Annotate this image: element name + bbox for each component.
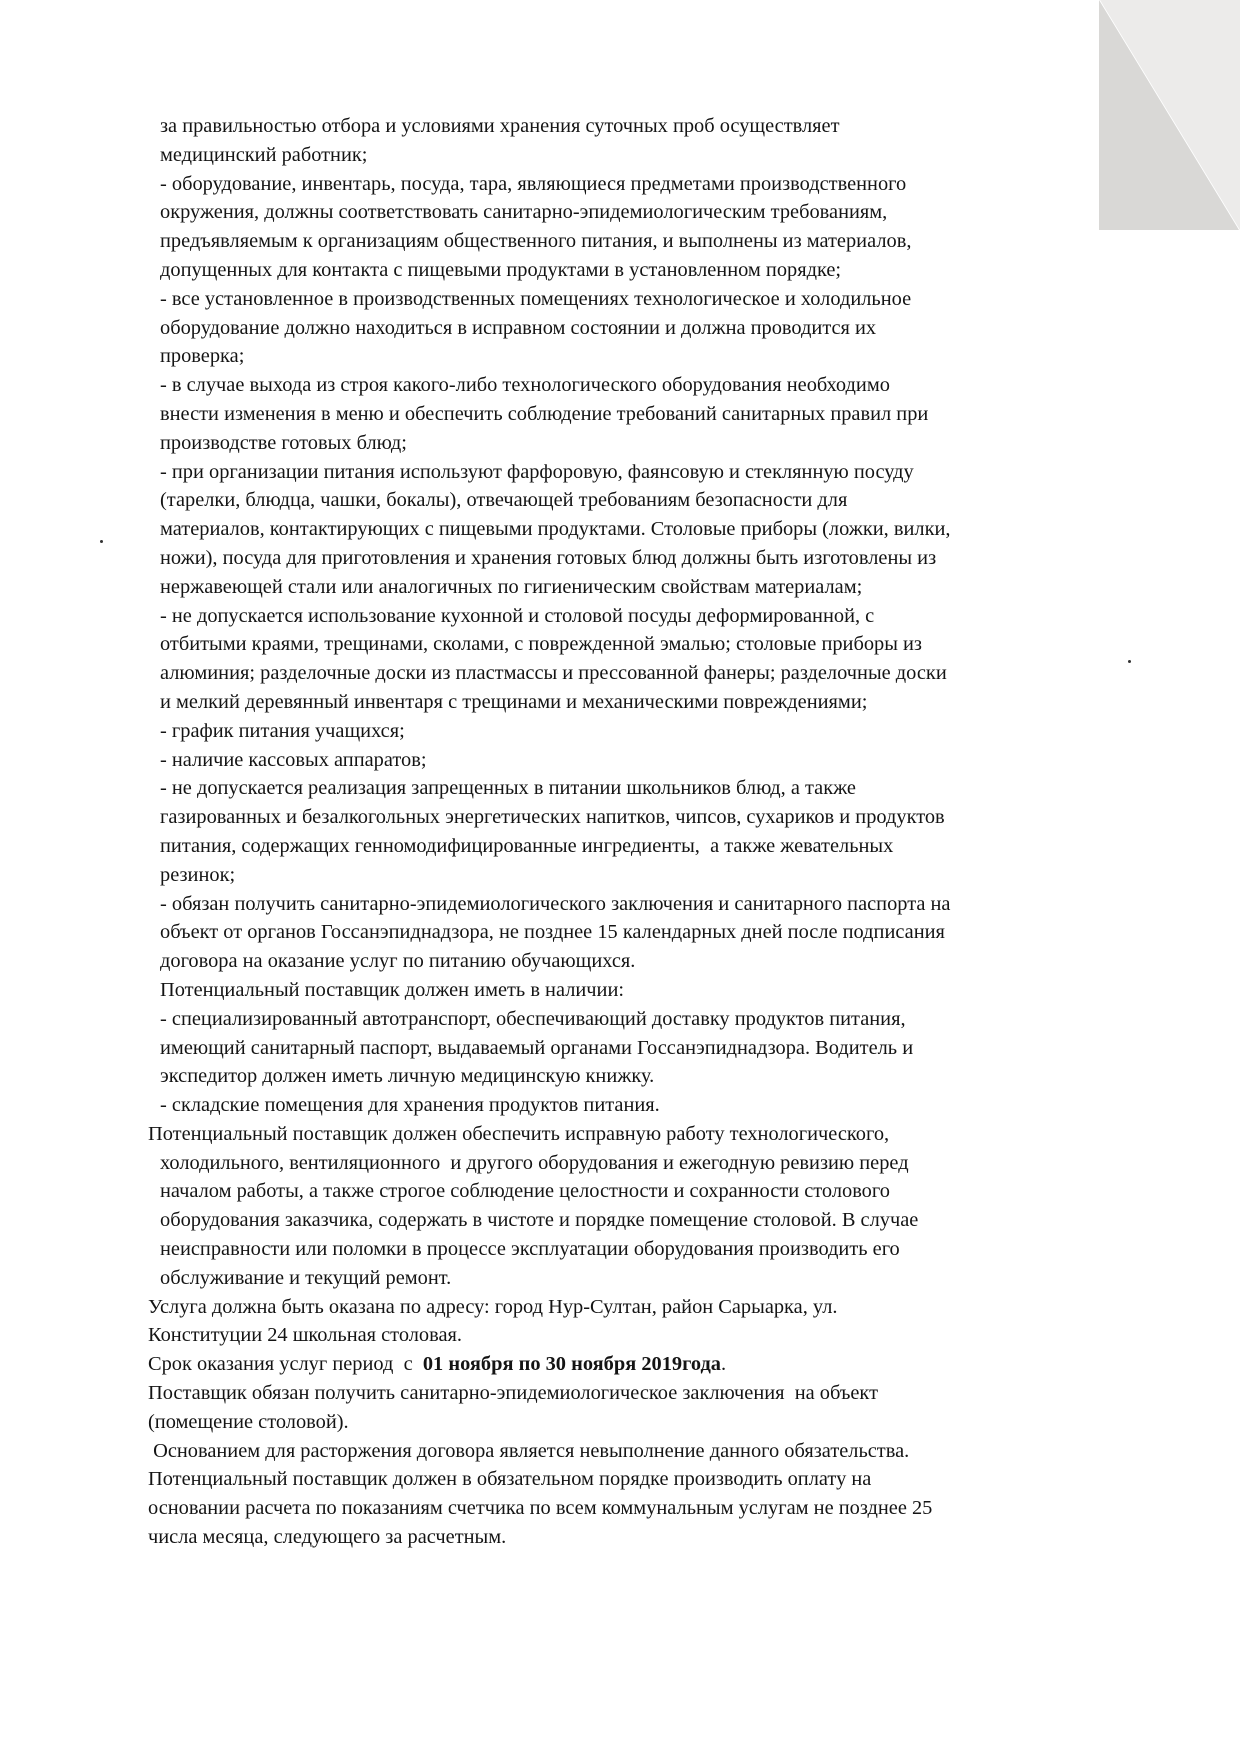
line-text: - график питания учащихся;	[160, 719, 405, 742]
line-text: объект от органов Госсанэпиднадзора, не позднее 15 календарных дней после подписания	[160, 921, 945, 944]
line-text: газированных и безалкогольных энергетических напитков, чипсов, сухариков и продуктов	[160, 806, 945, 829]
line-text: Срок оказания услуг период с	[148, 1353, 423, 1376]
line-text: Потенциальный поставщик должен обеспечить исправную работу технологического,	[148, 1122, 890, 1145]
line-text: оборудования заказчика, содержать в чистоте и порядке помещение столовой. В случае	[160, 1209, 919, 1232]
document-line	[148, 1293, 1138, 1322]
document-line	[148, 1437, 1138, 1466]
document-line	[148, 1235, 1138, 1264]
line-text: медицинский работник;	[160, 143, 368, 166]
document-line	[148, 1034, 1138, 1063]
document-line	[148, 717, 1138, 746]
document-line	[148, 918, 1138, 947]
document-line	[148, 141, 1138, 170]
line-text: (тарелки, блюдца, чашки, бокалы), отвечающей требованиям безопасности для	[160, 489, 848, 512]
line-text: и мелкий деревянный инвентаря с трещинами и механическими повреждениями;	[160, 690, 868, 713]
line-text: алюминия; разделочные доски из пластмассы и прессованной фанеры; разделочные доски	[160, 662, 947, 685]
line-text: окружения, должны соответствовать санитарно-эпидемиологическим требованиям,	[160, 201, 888, 224]
document-line	[148, 285, 1138, 314]
line-text: - оборудование, инвентарь, посуда, тара, являющиеся предметами производственного	[160, 172, 907, 195]
line-text: - при организации питания используют фарфоровую, фаянсовую и стеклянную посуду	[160, 460, 914, 483]
line-text: внести изменения в меню и обеспечить соблюдение требований санитарных правил при	[160, 402, 929, 425]
scan-speck	[100, 540, 103, 543]
document-line	[148, 544, 1138, 573]
line-text: - складские помещения для хранения продуктов питания.	[160, 1094, 660, 1117]
document-line	[148, 1149, 1138, 1178]
line-text: Потенциальный поставщик должен иметь в наличии:	[160, 978, 625, 1001]
document-line	[148, 1206, 1138, 1235]
document-line	[148, 1091, 1138, 1120]
document-line	[148, 659, 1138, 688]
document-line	[148, 486, 1138, 515]
document-line	[148, 573, 1138, 602]
document-line	[148, 458, 1138, 487]
line-text: Поставщик обязан получить санитарно-эпидемиологическое заключения на объект	[148, 1382, 878, 1405]
document-line	[148, 746, 1138, 775]
document-line	[148, 861, 1138, 890]
document-line	[148, 890, 1138, 919]
line-text: основании расчета по показаниям счетчика по всем коммунальным услугам не позднее 25	[148, 1497, 933, 1520]
document-line	[148, 1494, 1138, 1523]
line-text: - все установленное в производственных помещениях технологическое и холодильное	[160, 287, 912, 310]
document-line	[148, 630, 1138, 659]
line-text: (помещение столовой).	[148, 1410, 349, 1433]
line-text: нержавеющей стали или аналогичных по гигиеническим свойствам материалам;	[160, 575, 863, 598]
line-text: неисправности или поломки в процессе эксплуатации оборудования производить его	[160, 1238, 900, 1261]
document-line	[148, 1321, 1138, 1350]
line-text: - обязан получить санитарно-эпидемиологического заключения и санитарного паспорта на	[160, 892, 951, 915]
document-line	[148, 515, 1138, 544]
line-text: Услуга должна быть оказана по адресу: город Нур-Султан, район Сарыарка, ул.	[148, 1295, 838, 1318]
line-text: производстве готовых блюд;	[160, 431, 407, 454]
document-line	[148, 1005, 1138, 1034]
document-line	[148, 1120, 1138, 1149]
document-line	[148, 1350, 1138, 1379]
line-text: оборудование должно находиться в исправном состоянии и должна проводится их	[160, 316, 877, 339]
line-text: допущенных для контакта с пищевыми продуктами в установленном порядке;	[160, 258, 842, 281]
document-line	[148, 1408, 1138, 1437]
document-line	[148, 1177, 1138, 1206]
line-text: - специализированный автотранспорт, обеспечивающий доставку продуктов питания,	[160, 1007, 906, 1030]
line-text: проверка;	[160, 345, 245, 368]
line-text: ножи), посуда для приготовления и хранения готовых блюд должны быть изготовлены из	[160, 546, 937, 569]
document-body	[148, 112, 1138, 1552]
document-line	[148, 371, 1138, 400]
document-line	[148, 314, 1138, 343]
document-line	[148, 342, 1138, 371]
line-text: Основанием для расторжения договора является невыполнение данного обязательства.	[148, 1439, 910, 1462]
document-line	[148, 976, 1138, 1005]
document-line	[148, 1465, 1138, 1494]
document-line	[148, 832, 1138, 861]
document-line	[148, 112, 1138, 141]
document-line	[148, 198, 1138, 227]
line-text: - не допускается реализация запрещенных в питании школьников блюд, а также	[160, 777, 856, 800]
line-text: - наличие кассовых аппаратов;	[160, 748, 427, 771]
line-text: питания, содержащих генномодифицированные ингредиенты, а также жевательных	[160, 834, 894, 857]
line-text: началом работы, а также строгое соблюдение целостности и сохранности столового	[160, 1180, 890, 1203]
line-text: материалов, контактирующих с пищевыми продуктами. Столовые приборы (ложки, вилки,	[160, 518, 951, 541]
document-line	[148, 947, 1138, 976]
line-text: за правильностью отбора и условиями хранения суточных проб осуществляет	[160, 115, 840, 137]
document-line	[148, 1379, 1138, 1408]
line-tail: .	[721, 1353, 727, 1376]
line-text: числа месяца, следующего за расчетным.	[148, 1526, 507, 1549]
line-text: имеющий санитарный паспорт, выдаваемый органами Госсанэпиднадзора. Водитель и	[160, 1036, 914, 1059]
line-text: экспедитор должен иметь личную медицинскую книжку.	[160, 1065, 655, 1088]
document-line	[148, 1523, 1138, 1552]
line-text: договора на оказание услуг по питанию обучающихся.	[160, 950, 636, 973]
document-line	[148, 602, 1138, 631]
document-line	[148, 429, 1138, 458]
service-period-dates: 01 ноября по 30 ноября 2019года	[422, 1353, 722, 1376]
line-text: - в случае выхода из строя какого-либо технологического оборудования необходимо	[160, 374, 890, 397]
document-line	[148, 688, 1138, 717]
document-line	[148, 400, 1138, 429]
line-text: - не допускается использование кухонной и столовой посуды деформированной, с	[160, 604, 875, 627]
line-text: резинок;	[160, 863, 236, 886]
document-line	[148, 774, 1138, 803]
document-line	[148, 803, 1138, 832]
line-text: предъявляемым к организациям общественного питания, и выполнены из материалов,	[160, 230, 912, 253]
document-line	[148, 256, 1138, 285]
line-text: Конституции 24 школьная столовая.	[148, 1324, 463, 1347]
document-line	[148, 170, 1138, 199]
line-text: Потенциальный поставщик должен в обязательном порядке производить оплату на	[148, 1468, 872, 1491]
document-line	[148, 227, 1138, 256]
document-line	[148, 1264, 1138, 1293]
line-text: холодильного, вентиляционного и другого оборудования и ежегодную ревизию перед	[160, 1151, 909, 1174]
line-text: отбитыми краями, трещинами, сколами, с поврежденной эмалью; столовые приборы из	[160, 633, 922, 656]
line-text: обслуживание и текущий ремонт.	[160, 1266, 452, 1289]
document-line	[148, 1062, 1138, 1091]
